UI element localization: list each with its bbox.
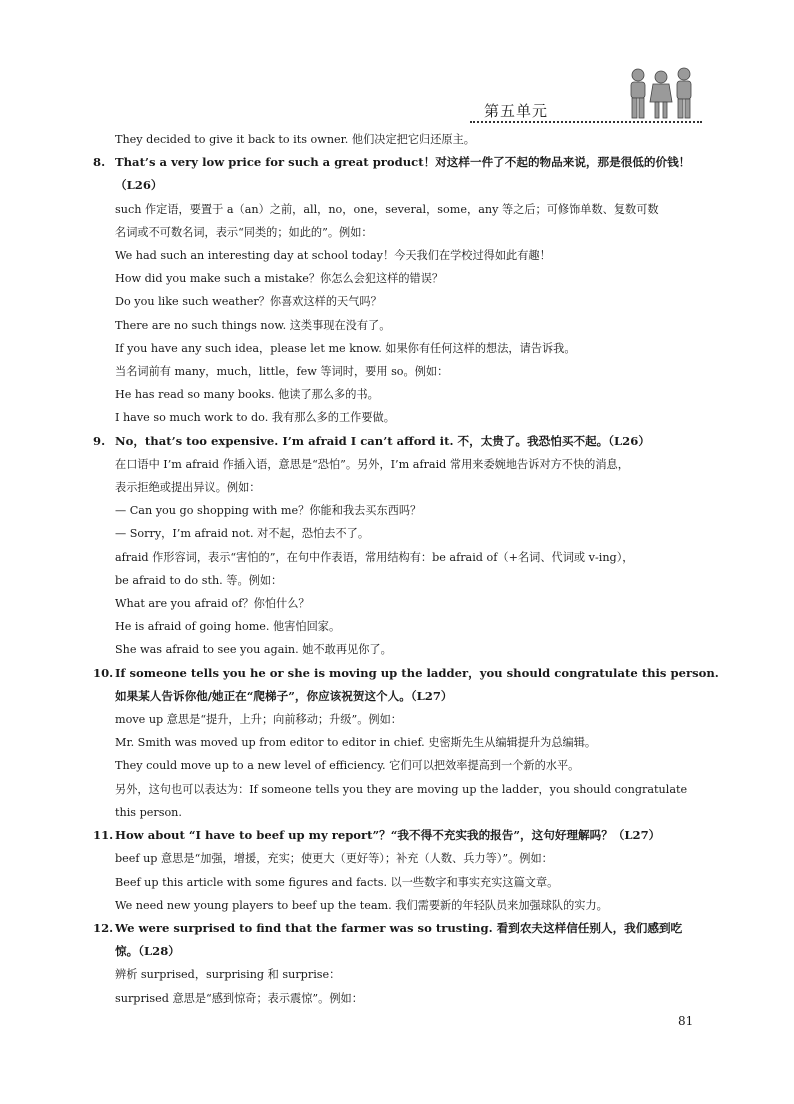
explanation-text-body — [93, 128, 719, 1010]
item-heading — [93, 151, 708, 174]
item-heading-text: No，that’s too expensive. I’m afraid I can’t afford it. 不，太贵了。我恐怕买不起。（L26） — [115, 433, 650, 448]
text-line: I have so much work to do. 我有那么多的工作要做。 — [115, 411, 395, 425]
item-heading — [93, 430, 708, 453]
text-line: 表示拒绝或提出异议。例如： — [115, 481, 261, 495]
item-number: 8. — [93, 155, 106, 170]
text-line: move up 意思是“提升，上升；向前移动；升级”。例如： — [115, 713, 402, 727]
text-line: We had such an interesting day at school today！今天我们在学校过得如此有趣！ — [115, 249, 551, 263]
item-heading-text: How about “I have to beef up my report”？“我不得不充实我的报告”，这句好理解吗？（L27） — [115, 828, 661, 843]
text-line: 当名词前有 many，much，little，few 等词时，要用 so。例如： — [115, 365, 449, 379]
text-line: 名词或不可数名词，表示“同类的；如此的”。例如： — [115, 225, 373, 239]
text-line: How did you make such a mistake？你怎么会犯这样的错误？ — [115, 272, 444, 286]
text-line: They could move up to a new level of efficiency. 它们可以把效率提高到一个新的水平。 — [115, 759, 580, 773]
item-heading-continued: 如果某人告诉你他/她正在“爬梯子”，你应该祝贺这个人。（L27） — [115, 688, 453, 703]
continued-text-line: They decided to give it back to its owner. 他们决定把它归还原主。 — [115, 133, 475, 146]
item-number: 10. — [93, 665, 114, 680]
item-heading-text: That’s a very low price for such a great product！对这样一件了不起的物品来说，那是很低的价钱！ — [115, 155, 691, 170]
text-line: There are no such things now. 这类事现在没有了。 — [115, 318, 391, 332]
item-heading-continued: 惊。（L28） — [115, 944, 180, 959]
item-number: 11. — [93, 828, 114, 843]
text-line: 另外，这句也可以表达为：If someone tells you they are moving up the ladder，you should congratulate — [115, 782, 688, 796]
item-number: 12. — [93, 920, 114, 935]
text-line: What are you afraid of？你怕什么？ — [115, 597, 310, 611]
text-line: He has read so many books. 他读了那么多的书。 — [115, 388, 379, 402]
text-line: 辨析 surprised，surprising 和 surprise： — [115, 968, 341, 982]
text-line: If you have any such idea，please let me know. 如果你有任何这样的想法，请告诉我。 — [115, 341, 576, 355]
text-line: — Can you go shopping with me？你能和我去买东西吗？ — [115, 504, 422, 518]
item-heading — [93, 824, 708, 847]
text-line: afraid 作形容词，表示“害怕的”，在句中作表语，常用结构有：be afraid of（+名词、代词或 v-ing）， — [115, 550, 634, 564]
item-heading-continued: （L26） — [115, 178, 163, 193]
item-number: 9. — [93, 433, 106, 448]
text-line: be afraid to do sth. 等。例如： — [115, 573, 283, 587]
unit-title: 第五单元 — [484, 102, 549, 120]
text-line: Mr. Smith was moved up from editor to editor in chief. 史密斯先生从编辑提升为总编辑。 — [115, 736, 597, 750]
item-heading-text: We were surprised to find that the farmer was so trusting. 看到农夫这样信任别人，我们感到吃 — [115, 920, 683, 935]
text-line: She was afraid to see you again. 她不敢再见你了。 — [115, 643, 392, 657]
text-line: — Sorry，I’m afraid not. 对不起，恐怕去不了。 — [115, 527, 370, 541]
children-illustration-icon — [626, 66, 696, 122]
text-line: He is afraid of going home. 他害怕回家。 — [115, 620, 341, 634]
page-number: 81 — [678, 1014, 694, 1028]
text-line: We need new young players to beef up the team. 我们需要新的年轻队员来加强球队的实力。 — [115, 898, 608, 912]
text-line: beef up 意思是“加强，增援，充实；使更大（更好等）；补充（人数、兵力等）”。例如： — [115, 852, 553, 866]
text-line: this person. — [115, 805, 182, 819]
text-line: surprised 意思是“感到惊奇；表示震惊”。例如： — [115, 991, 363, 1005]
item-heading — [93, 917, 708, 940]
item-heading — [93, 662, 719, 685]
text-line: Do you like such weather？你喜欢这样的天气吗？ — [115, 295, 382, 309]
item-heading-text: If someone tells you he or she is moving up the ladder，you should congratulate this person. — [115, 665, 719, 680]
text-line: such 作定语，要置于 a（an）之前，all，no，one，several，some，any 等之后；可修饰单数、复数可数 — [115, 202, 659, 216]
text-line: 在口语中 I’m afraid 作插入语，意思是“恐怕”。另外，I’m afraid 常用来委婉地告诉对方不快的消息， — [115, 457, 629, 471]
text-line: Beef up this article with some figures and facts. 以一些数字和事实充实这篇文章。 — [115, 875, 559, 889]
